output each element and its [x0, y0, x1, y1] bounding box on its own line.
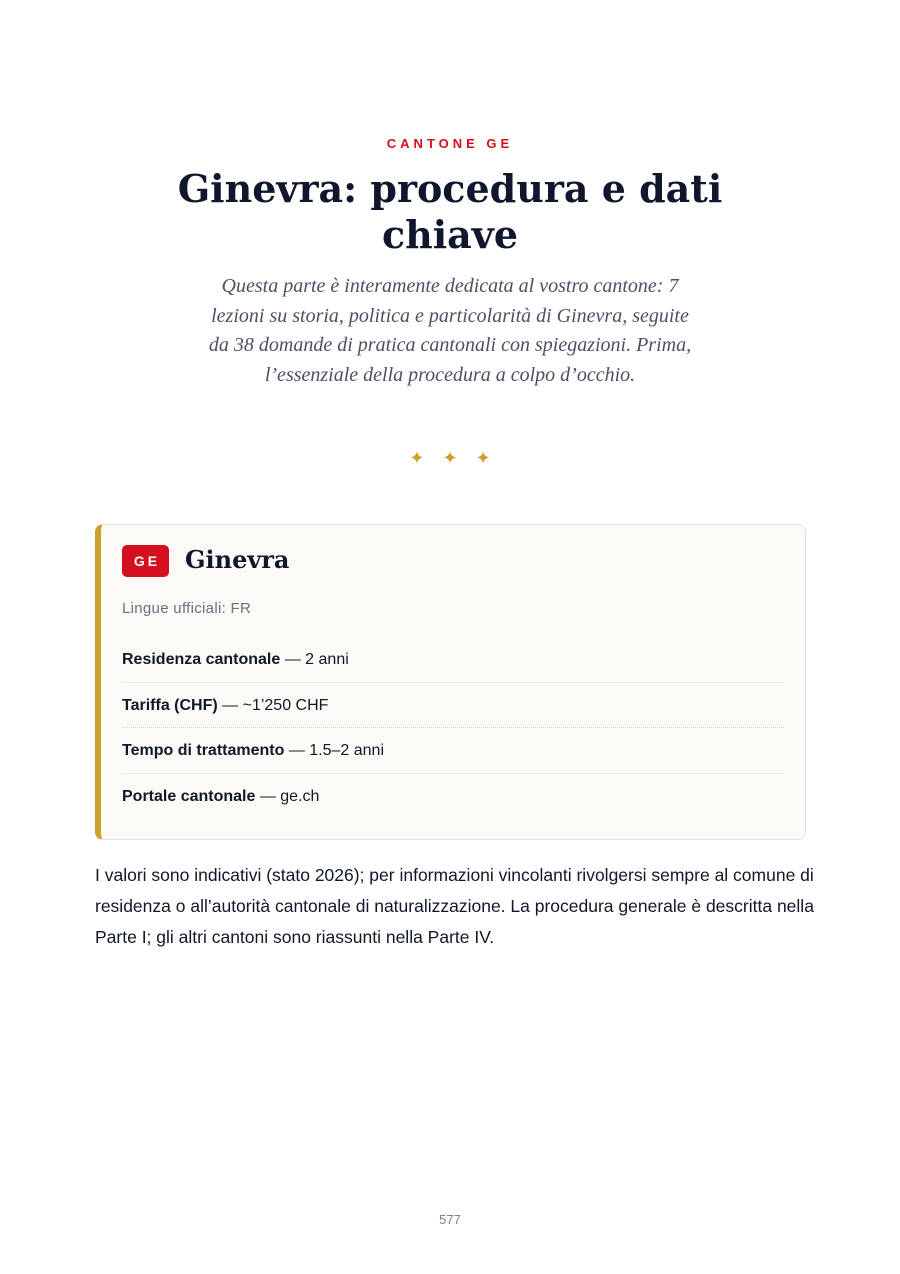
canton-eyebrow: CANTONE GE — [386, 136, 514, 151]
fact-separator: — — [284, 742, 310, 759]
canton-code-badge: GE — [122, 545, 169, 577]
intro-paragraph: Questa parte è interamente dedicata al vostro cantone: 7 lezioni su storia, politica e particolarità di Ginevra, seguite da 38 domande di pratica cantonali con spiegazioni. Prima, l’essenziale della procedura a colpo d’occhio. — [208, 275, 692, 386]
official-languages: Lingue ufficiali: FR — [122, 600, 252, 617]
page-number: 577 — [439, 1212, 461, 1227]
disclaimer-note: I valori sono indicativi (stato 2026); per informazioni vincolanti rivolgersi sempre al comune di residenza o all’autorità cantonale di naturalizzazione. La procedura generale è descritta nella Parte I; gli altri cantoni sono riassunti nella Parte IV. — [95, 865, 814, 947]
fact-value: ge.ch — [280, 787, 320, 805]
fact-label: Residenza cantonale — [122, 651, 281, 668]
fact-value: 2 anni — [305, 651, 349, 668]
fact-label: Portale cantonale — [122, 787, 256, 805]
fact-row-residence — [122, 637, 784, 683]
fact-value: 1.5–2 anni — [309, 742, 384, 759]
canton-info-card — [95, 524, 806, 840]
fact-separator: — — [217, 696, 243, 714]
fact-row-processing-time — [122, 728, 784, 774]
key-facts-list — [122, 637, 784, 819]
fact-row-fee — [122, 683, 784, 729]
fact-separator: — — [280, 651, 306, 668]
fact-separator: — — [255, 787, 281, 805]
star-ornament-icon: ✦✦✦ — [409, 448, 509, 468]
canton-name: Ginevra — [185, 545, 290, 574]
fact-label: Tariffa (CHF) — [122, 696, 218, 714]
page-title: Ginevra: procedura e dati chiave — [177, 166, 723, 257]
fact-label: Tempo di trattamento — [122, 742, 285, 759]
fact-row-portal — [122, 774, 784, 820]
fact-value: ~1’250 CHF — [242, 696, 329, 714]
